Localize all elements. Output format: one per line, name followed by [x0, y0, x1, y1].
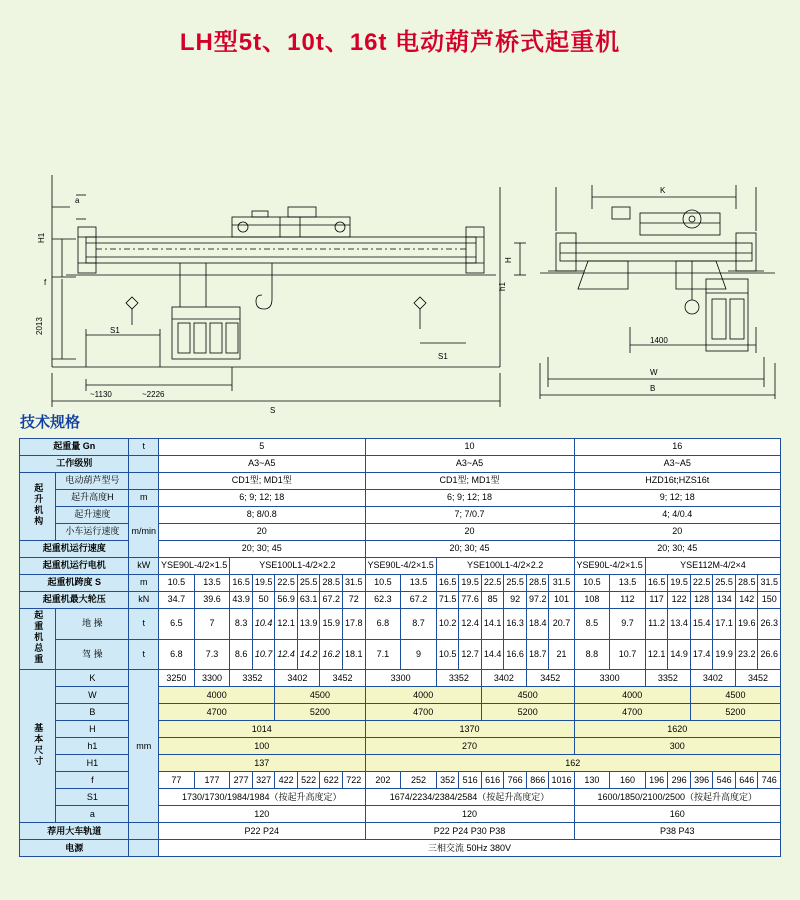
w-d-16-4: 17.4	[690, 639, 713, 670]
k-5-2: 3352	[230, 670, 275, 687]
span-5-0: 10.5	[159, 575, 195, 592]
table-row	[20, 558, 781, 575]
section-title: 技术规格	[20, 414, 81, 431]
span-10-2: 16.5	[436, 575, 459, 592]
wheel-16-3: 122	[668, 592, 691, 609]
w-g-16-7: 26.3	[758, 609, 781, 640]
wheel-5-4: 56.9	[275, 592, 298, 609]
grade-16: A3~A5	[574, 456, 781, 473]
motor-5b: YSE100L1-4/2×2.2	[230, 558, 365, 575]
power-unit	[129, 840, 159, 857]
wheel-10-1: 67.2	[401, 592, 437, 609]
w-d-16-6: 23.2	[735, 639, 758, 670]
wheel-10-2: 71.5	[436, 592, 459, 609]
w-d-5-7: 18.1	[342, 639, 365, 670]
w-g-5-1: 7	[194, 609, 230, 640]
cap-10: 10	[365, 439, 574, 456]
w-g-16-4: 15.4	[690, 609, 713, 640]
span-10-4: 22.5	[481, 575, 504, 592]
svg-text:~2226: ~2226	[142, 390, 165, 399]
dim-name-a: a	[56, 806, 129, 823]
dim-name-k: K	[56, 670, 129, 687]
w-g-16-6: 19.6	[735, 609, 758, 640]
s1-16: 1600/1850/2100/2500（按起升高度定）	[574, 789, 781, 806]
row-label: 起升速度	[56, 507, 129, 524]
lift-height-16: 9; 12; 18	[574, 490, 781, 507]
a-5: 120	[159, 806, 366, 823]
h-5: 1014	[159, 721, 366, 738]
w-d-10-4: 14.4	[481, 639, 504, 670]
w-g-10-7: 20.7	[549, 609, 574, 640]
motor-10a: YSE90L-4/2×1.5	[365, 558, 436, 575]
svg-text:S1: S1	[110, 326, 120, 335]
wheel-5-1: 39.6	[194, 592, 230, 609]
wheel-10-6: 97.2	[526, 592, 549, 609]
h1-16: 300	[574, 738, 781, 755]
wheel-5-6: 67.2	[320, 592, 343, 609]
table-row	[20, 823, 781, 840]
row-unit: t	[129, 439, 159, 456]
dim-name-s1: S1	[56, 789, 129, 806]
span-5-5: 25.5	[297, 575, 320, 592]
row-unit: t	[129, 639, 159, 670]
w-d-5-0: 6.8	[159, 639, 195, 670]
w-d-5-4: 12.4	[275, 639, 298, 670]
wheel-5-7: 72	[342, 592, 365, 609]
k-5-3: 3402	[275, 670, 320, 687]
span-16-6: 28.5	[735, 575, 758, 592]
k-10-0: 3300	[365, 670, 436, 687]
w-d-16-7: 26.6	[758, 639, 781, 670]
w-d-10-1: 9	[401, 639, 437, 670]
b-16-0: 4700	[574, 704, 690, 721]
w-d-10-6: 18.7	[526, 639, 549, 670]
svg-text:f: f	[44, 278, 47, 287]
span-10-0: 10.5	[365, 575, 401, 592]
f-10-4: 616	[481, 772, 504, 789]
grade-5: A3~A5	[159, 456, 366, 473]
a-16: 160	[574, 806, 781, 823]
table-row	[20, 490, 781, 507]
span-5-7: 31.5	[342, 575, 365, 592]
span-5-1: 13.5	[194, 575, 230, 592]
w-10-1: 4500	[481, 687, 574, 704]
w-d-16-0: 8.8	[574, 639, 610, 670]
w-g-16-5: 17.1	[713, 609, 736, 640]
dim-name-h1: h1	[56, 738, 129, 755]
wheel-16-2: 117	[645, 592, 668, 609]
lift-speed-16: 4; 4/0.4	[574, 507, 781, 524]
wheel-10-7: 101	[549, 592, 574, 609]
f-5-0: 77	[159, 772, 195, 789]
trolley-speed-16: 20	[574, 524, 781, 541]
w-g-5-5: 13.9	[297, 609, 320, 640]
row-label: 电动葫芦型号	[56, 473, 129, 490]
w-5-1: 4500	[275, 687, 365, 704]
span-16-3: 19.5	[668, 575, 691, 592]
w-g-5-6: 15.9	[320, 609, 343, 640]
k-5-1: 3300	[194, 670, 230, 687]
f-16-0: 130	[574, 772, 610, 789]
w-d-5-5: 14.2	[297, 639, 320, 670]
wheel-10-5: 92	[504, 592, 527, 609]
s1-10: 1674/2234/2384/2584（按起升高度定）	[365, 789, 574, 806]
w-g-10-0: 6.8	[365, 609, 401, 640]
f-10-2: 352	[436, 772, 459, 789]
wheel-16-4: 128	[690, 592, 713, 609]
wheel-16-1: 112	[610, 592, 646, 609]
f-16-2: 196	[645, 772, 668, 789]
w-g-16-0: 8.5	[574, 609, 610, 640]
w-g-10-5: 16.3	[504, 609, 527, 640]
travel-speed-16: 20; 30; 45	[574, 541, 781, 558]
wheel-5-0: 34.7	[159, 592, 195, 609]
row-unit: m	[129, 575, 159, 592]
k-10-1: 3352	[436, 670, 481, 687]
cap-16: 16	[574, 439, 781, 456]
dim-unit: mm	[129, 670, 159, 823]
b-5-0: 4700	[159, 704, 275, 721]
svg-text:H: H	[504, 257, 513, 263]
page-title: LH型5t、10t、16t 电动葫芦桥式起重机	[179, 29, 621, 56]
a-10: 120	[365, 806, 574, 823]
lift-speed-5: 8; 8/0.8	[159, 507, 366, 524]
w-d-10-7: 21	[549, 639, 574, 670]
cap-5: 5	[159, 439, 366, 456]
dim-name-f: f	[56, 772, 129, 789]
hoist-group-label: 起升机构	[20, 473, 56, 541]
row-label: 起重机最大轮压	[20, 592, 129, 609]
w-g-5-7: 17.8	[342, 609, 365, 640]
svg-text:a: a	[75, 196, 80, 205]
wheel-16-6: 142	[735, 592, 758, 609]
table-row	[20, 840, 781, 857]
w-g-10-1: 8.7	[401, 609, 437, 640]
b-10-0: 4700	[365, 704, 481, 721]
w-d-10-5: 16.6	[504, 639, 527, 670]
k-10-3: 3452	[526, 670, 574, 687]
f-5-7: 722	[342, 772, 365, 789]
w-g-10-6: 18.4	[526, 609, 549, 640]
svg-text:H1: H1	[37, 232, 46, 243]
w-16-0: 4000	[574, 687, 690, 704]
wheel-16-0: 108	[574, 592, 610, 609]
trolley-speed-10: 20	[365, 524, 574, 541]
svg-text:h1: h1	[498, 282, 507, 291]
technical-drawing	[0, 67, 800, 415]
w-d-5-3: 10.7	[252, 639, 275, 670]
dim-name-w: W	[56, 687, 129, 704]
span-5-2: 16.5	[230, 575, 253, 592]
dims-group-label: 基本尺寸	[20, 670, 56, 823]
lift-height-5: 6; 9; 12; 18	[159, 490, 366, 507]
w-g-16-3: 13.4	[668, 609, 691, 640]
w-g-5-0: 6.5	[159, 609, 195, 640]
wheel-5-2: 43.9	[230, 592, 253, 609]
b-5-1: 5200	[275, 704, 365, 721]
w-d-16-5: 19.9	[713, 639, 736, 670]
w-g-5-3: 10.4	[252, 609, 275, 640]
hh1-5: 137	[159, 755, 366, 772]
lift-height-10: 6; 9; 12; 18	[365, 490, 574, 507]
b-16-1: 5200	[690, 704, 780, 721]
k-16-3: 3452	[735, 670, 780, 687]
w-d-5-2: 8.6	[230, 639, 253, 670]
f-10-6: 866	[526, 772, 549, 789]
f-5-2: 277	[230, 772, 253, 789]
wheel-10-0: 62.3	[365, 592, 401, 609]
span-16-4: 22.5	[690, 575, 713, 592]
w-g-5-2: 8.3	[230, 609, 253, 640]
span-10-5: 25.5	[504, 575, 527, 592]
w-d-5-1: 7.3	[194, 639, 230, 670]
span-5-3: 19.5	[252, 575, 275, 592]
table-row	[20, 439, 781, 456]
f-16-5: 546	[713, 772, 736, 789]
row-unit: kN	[129, 592, 159, 609]
row-label: 驾 操	[56, 639, 129, 670]
hoist-model-5: CD1型; MD1型	[159, 473, 366, 490]
svg-text:~1130: ~1130	[90, 390, 112, 399]
w-d-10-2: 10.5	[436, 639, 459, 670]
row-label: 起重量 Gn	[20, 439, 129, 456]
row-label: 起重机运行电机	[20, 558, 129, 575]
f-5-5: 522	[297, 772, 320, 789]
svg-text:1400: 1400	[650, 336, 668, 345]
wheel-10-3: 77.6	[459, 592, 482, 609]
k-16-0: 3300	[574, 670, 645, 687]
w-g-16-1: 9.7	[610, 609, 646, 640]
power-label: 电源	[20, 840, 129, 857]
table-row	[20, 507, 781, 524]
hh1-10: 162	[365, 755, 781, 772]
wheel-5-5: 63.1	[297, 592, 320, 609]
motor-10b: YSE100L1-4/2×2.2	[436, 558, 574, 575]
f-16-1: 160	[610, 772, 646, 789]
travel-speed-5: 20; 30; 45	[159, 541, 366, 558]
f-10-0: 202	[365, 772, 401, 789]
table-row	[20, 670, 781, 687]
span-10-7: 31.5	[549, 575, 574, 592]
span-5-6: 28.5	[320, 575, 343, 592]
row-unit	[129, 456, 159, 473]
rail-10: P22 P24 P30 P38	[365, 823, 574, 840]
row-label: 起重机运行速度	[20, 541, 129, 558]
b-10-1: 5200	[481, 704, 574, 721]
row-label: 起重机跨度 S	[20, 575, 129, 592]
f-10-7: 1016	[549, 772, 574, 789]
hoist-model-10: CD1型; MD1型	[365, 473, 574, 490]
trolley-speed-5: 20	[159, 524, 366, 541]
span-16-0: 10.5	[574, 575, 610, 592]
w-d-10-3: 12.7	[459, 639, 482, 670]
table-row	[20, 575, 781, 592]
svg-text:2013: 2013	[35, 317, 44, 335]
f-16-4: 396	[690, 772, 713, 789]
w-5-0: 4000	[159, 687, 275, 704]
lift-speed-10: 7; 7/0.7	[365, 507, 574, 524]
wheel-16-7: 150	[758, 592, 781, 609]
f-16-3: 296	[668, 772, 691, 789]
motor-5a: YSE90L-4/2×1.5	[159, 558, 230, 575]
k-16-1: 3352	[645, 670, 690, 687]
k-5-4: 3452	[320, 670, 365, 687]
k-10-2: 3402	[481, 670, 526, 687]
f-10-3: 516	[459, 772, 482, 789]
wheel-16-5: 134	[713, 592, 736, 609]
span-10-6: 28.5	[526, 575, 549, 592]
row-label: 地 操	[56, 609, 129, 640]
rail-5: P22 P24	[159, 823, 366, 840]
svg-text:B: B	[650, 384, 656, 393]
h1-10: 270	[365, 738, 574, 755]
f-5-3: 327	[252, 772, 275, 789]
w-g-10-4: 14.1	[481, 609, 504, 640]
motor-16a: YSE90L-4/2×1.5	[574, 558, 645, 575]
dim-name-hh1: H1	[56, 755, 129, 772]
f-16-6: 646	[735, 772, 758, 789]
span-10-3: 19.5	[459, 575, 482, 592]
wheel-10-4: 85	[481, 592, 504, 609]
w-g-5-4: 12.1	[275, 609, 298, 640]
k-16-2: 3402	[690, 670, 735, 687]
f-5-6: 622	[320, 772, 343, 789]
k-5-0: 3250	[159, 670, 195, 687]
travel-speed-10: 20; 30; 45	[365, 541, 574, 558]
row-unit: kW	[129, 558, 159, 575]
span-16-2: 16.5	[645, 575, 668, 592]
weight-group-label: 起重机总重	[20, 609, 56, 670]
f-10-1: 252	[401, 772, 437, 789]
w-d-5-6: 16.2	[320, 639, 343, 670]
table-row	[20, 473, 781, 490]
f-10-5: 766	[504, 772, 527, 789]
svg-text:K: K	[660, 186, 666, 195]
w-g-10-3: 12.4	[459, 609, 482, 640]
wheel-5-3: 50	[252, 592, 275, 609]
w-g-16-2: 11.2	[645, 609, 668, 640]
power-value: 三相交流 50Hz 380V	[159, 840, 781, 857]
row-label: 起升高度H	[56, 490, 129, 507]
span-10-1: 13.5	[401, 575, 437, 592]
f-5-4: 422	[275, 772, 298, 789]
h-10: 1370	[365, 721, 574, 738]
svg-text:S: S	[270, 406, 276, 415]
w-d-16-2: 12.1	[645, 639, 668, 670]
table-row	[20, 609, 781, 640]
drawing-svg	[0, 67, 800, 415]
span-5-4: 22.5	[275, 575, 298, 592]
dim-name-b: B	[56, 704, 129, 721]
f-16-7: 746	[758, 772, 781, 789]
row-unit: m/min	[129, 507, 159, 558]
spec-table	[19, 438, 781, 857]
span-16-7: 31.5	[758, 575, 781, 592]
motor-16b: YSE112M-4/2×4	[645, 558, 780, 575]
rail-label: 荐用大车轨道	[20, 823, 129, 840]
grade-10: A3~A5	[365, 456, 574, 473]
w-10-0: 4000	[365, 687, 481, 704]
hoist-model-16: HZD16t;HZS16t	[574, 473, 781, 490]
f-5-1: 177	[194, 772, 230, 789]
row-unit: m	[129, 490, 159, 507]
rail-unit	[129, 823, 159, 840]
w-d-10-0: 7.1	[365, 639, 401, 670]
row-label: 小车运行速度	[56, 524, 129, 541]
w-16-1: 4500	[690, 687, 780, 704]
row-unit: t	[129, 609, 159, 640]
h1-5: 100	[159, 738, 366, 755]
span-16-5: 25.5	[713, 575, 736, 592]
row-label: 工作级别	[20, 456, 129, 473]
w-d-16-1: 10.7	[610, 639, 646, 670]
w-g-10-2: 10.2	[436, 609, 459, 640]
svg-text:S1: S1	[438, 352, 448, 361]
row-unit	[129, 473, 159, 490]
rail-16: P38 P43	[574, 823, 781, 840]
h-16: 1620	[574, 721, 781, 738]
table-row	[20, 592, 781, 609]
s1-5: 1730/1730/1984/1984（按起升高度定）	[159, 789, 366, 806]
w-d-16-3: 14.9	[668, 639, 691, 670]
dim-name-h: H	[56, 721, 129, 738]
svg-text:W: W	[650, 368, 658, 377]
table-row	[20, 639, 781, 670]
span-16-1: 13.5	[610, 575, 646, 592]
table-row	[20, 456, 781, 473]
